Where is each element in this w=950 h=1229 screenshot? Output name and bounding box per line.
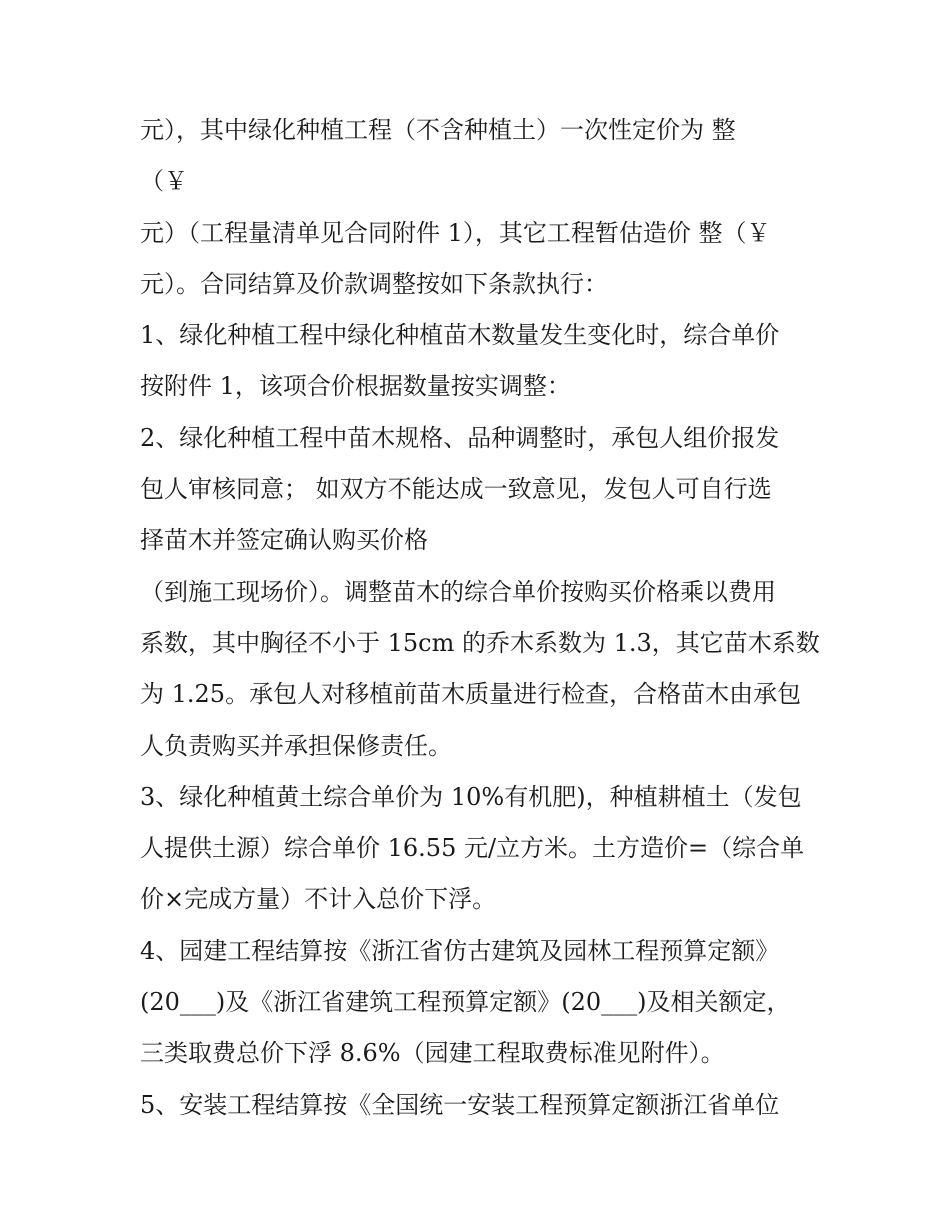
- text-line: 3、绿化种植黄土综合单价为 10%有机肥)，种植耕植土（发包: [140, 782, 802, 811]
- text-line: 为 1.25。承包人对移植前苗木质量进行检查，合格苗木由承包: [140, 680, 802, 709]
- text-line: 择苗木并签定确认购买价格: [140, 526, 428, 555]
- text-line: 元）（工程量清单见合同附件 1），其它工程暂估造价 整（￥: [140, 218, 771, 247]
- document-body: [140, 105, 840, 1131]
- text-line: 按附件 1，该项合价根据数量按实调整：: [140, 372, 571, 401]
- text-line: 三类取费总价下浮 8.6%（园建工程取费标准见附件）。: [140, 1039, 725, 1068]
- text-line: 2、绿化种植工程中苗木规格、品种调整时，承包人组价报发: [140, 423, 780, 452]
- text-line: （￥: [140, 167, 188, 196]
- text-line: 系数，其中胸径不小于 15cm 的乔木系数为 1.3，其它苗木系数: [140, 628, 820, 657]
- text-line: 1、绿化种植工程中绿化种植苗木数量发生变化时，综合单价: [140, 321, 780, 350]
- text-line: 元），其中绿化种植工程（不含种植土）一次性定价为 整: [140, 116, 736, 144]
- text-line: 价×完成方量）不计入总价下浮。: [140, 885, 497, 914]
- text-line: （到施工现场价）。调整苗木的综合单价按购买价格乘以费用: [140, 577, 776, 606]
- text-line: 5、安装工程结算按《全国统一安装工程预算定额浙江省单位: [140, 1090, 780, 1119]
- text-line: (20___)及《浙江省建筑工程预算定额》(20___)及相关额定，: [140, 988, 791, 1017]
- text-line: 4、园建工程结算按《浙江省仿古建筑及园林工程预算定额》: [140, 936, 780, 965]
- text-line: 包人审核同意； 如双方不能达成一致意见，发包人可自行选: [140, 475, 772, 504]
- text-line: 人提供土源）综合单价 16.55 元/立方米。土方造价=（综合单: [140, 834, 805, 863]
- text-line: 元）。合同结算及价款调整按如下条款执行：: [140, 269, 608, 298]
- text-line: 人负责购买并承担保修责任。: [140, 731, 452, 760]
